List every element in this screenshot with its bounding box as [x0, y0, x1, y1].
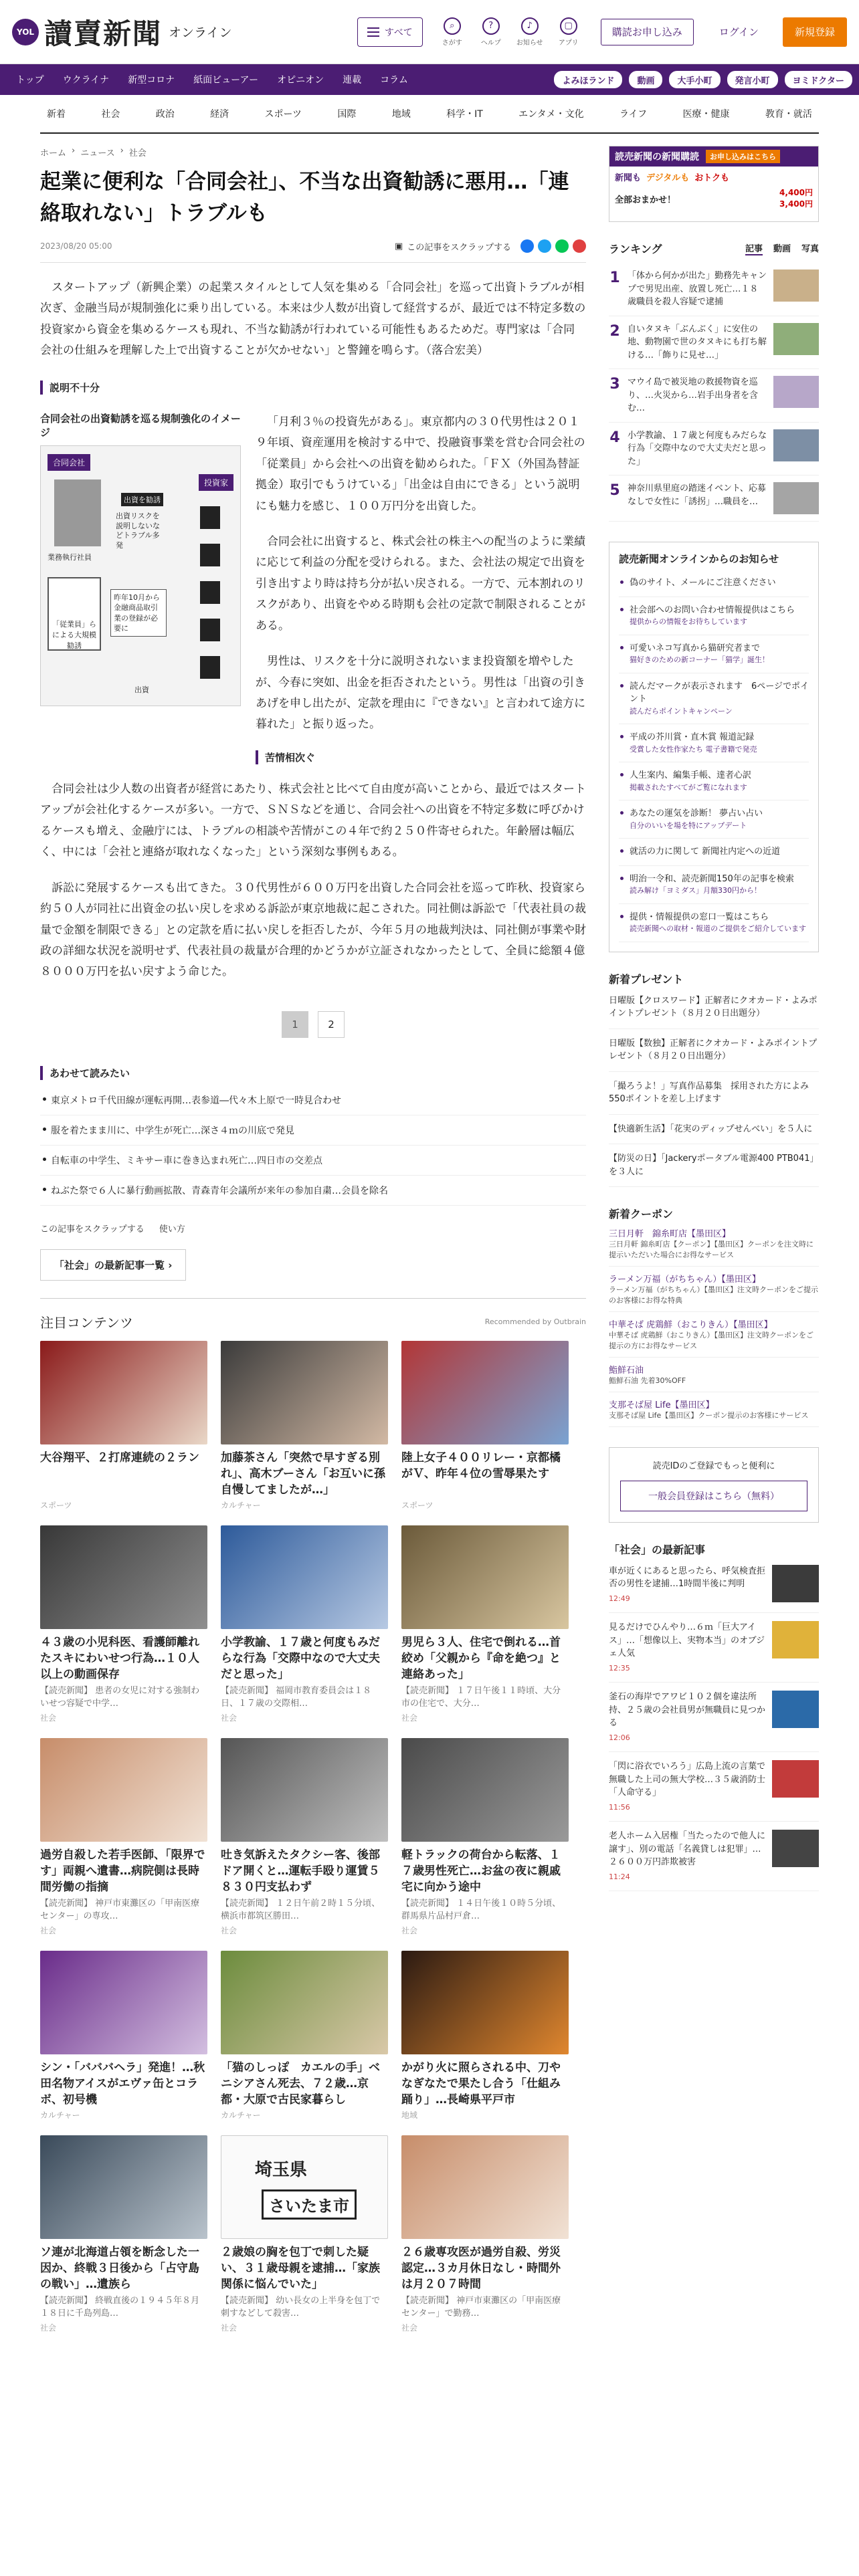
ranking-number: 4 — [609, 429, 620, 446]
page-1-button[interactable]: 1 — [282, 1011, 308, 1038]
figure-regulation-text: 昨年10月から金融商品取引業の登録が必要に — [110, 589, 167, 637]
card-image[interactable] — [221, 1525, 388, 1629]
notice-item[interactable] — [619, 597, 809, 635]
notice-title: 明治一令和、読売新聞150年の記事を検索 — [630, 873, 794, 884]
card-category: 地域 — [401, 2110, 418, 2120]
notice-item[interactable] — [619, 762, 809, 800]
social-thumb — [772, 1830, 819, 1867]
card-title[interactable]: 陸上女子４００リレー・京都橘がＶ、昨年４位の雪辱果たす — [401, 1451, 561, 1481]
notice-item[interactable] — [619, 635, 809, 673]
card-image[interactable] — [40, 1738, 207, 1842]
coupon-desc: 鮨鮮石油 先着30%OFF — [609, 1376, 686, 1385]
category-item[interactable]: ライフ — [619, 109, 648, 120]
social-time: 12:35 — [609, 1663, 630, 1673]
notification-label: お知らせ — [516, 39, 543, 47]
social-thumb — [772, 1691, 819, 1728]
coupon-desc: ラーメン万福（がちちゃん）【墨田区】注文時クーポンをご提示のお客様にお得な特典 — [609, 1285, 818, 1305]
article-paragraph: 男性は、リスクを十分に説明されないまま投資額を増やしたが、今春に突如、出金を拒否されたという。男性は「出資の引きあげを申し出たが、定款を理由に『できない』と言われて途方に暮れた」と振り返った。 — [256, 655, 585, 732]
featured-card[interactable] — [401, 1951, 569, 2121]
article-figure — [40, 412, 241, 764]
social-time: 12:06 — [609, 1733, 630, 1742]
category-item[interactable]: 経済 — [210, 109, 229, 120]
latest-society-button[interactable]: 「社会」の最新記事一覧 › — [40, 1249, 186, 1281]
card-category: 社会 — [401, 2323, 418, 2333]
card-category: カルチャー — [221, 1500, 261, 1510]
notice-title: 就活の力に関して 新聞社内定への近道 — [630, 847, 781, 857]
related-link[interactable]: 服を着たまま川に、中学生が死亡…深さ４ｍの川底で発見 — [40, 1115, 586, 1146]
featured-card[interactable] — [40, 2135, 207, 2333]
social-title: 釜石の海岸でアワビ１０２個を違法所持、２５歳の会社員男が無職員に見つかる — [609, 1692, 766, 1728]
social-text — [609, 1565, 765, 1605]
sidebar — [609, 146, 819, 2333]
card-snippet: 【読売新聞】 終戦直後の１９４５年８月１８日に千島列島… — [40, 2295, 200, 2319]
ranking-heading: ランキング — [609, 243, 662, 255]
category-item[interactable]: 科学・IT — [446, 109, 483, 120]
mail-icon[interactable] — [573, 239, 586, 253]
article-date: 2023/08/20 05:00 — [40, 241, 112, 251]
card-title[interactable]: ２歳娘の胸を包丁で刺した疑い、３１歳母親を逮捕…「家族関係に悩んでいた」 — [221, 2245, 380, 2292]
article-meta — [40, 239, 586, 263]
notice-title: 平成の芥川賞・直木賞 報道記録 — [630, 732, 755, 742]
notice-title: 可愛いネコ写真から猫研究者まで — [630, 643, 761, 653]
breadcrumb-sep: › — [120, 146, 124, 156]
sub-ad-all: 全部おまかせ！ — [615, 195, 676, 205]
related-heading: あわせて読みたい — [40, 1066, 586, 1080]
notice-item[interactable] — [619, 866, 809, 904]
breadcrumb — [40, 146, 586, 158]
ranking-title: 「体から何かが出た」勤務先キャンプで男児出産、放置し死亡…１８歳職員を殺人容疑で逮捕 — [628, 271, 767, 307]
coupon-desc: 三日月軒 錦糸町店【クーポン】【墨田区】クーポンを注文時に提示いただいた場合にお得なサービス — [609, 1240, 814, 1259]
notice-title: 読んだマークが表示されます 6ページでポイント — [630, 681, 809, 704]
breadcrumb-news[interactable]: ニュース — [80, 148, 115, 158]
featured-card[interactable] — [40, 1738, 207, 1936]
card-category: 社会 — [221, 1925, 237, 1935]
subscription-ad[interactable] — [609, 146, 819, 222]
map-city-label: さいたま市 — [262, 2189, 357, 2220]
scrap-icon: ▣ — [394, 241, 403, 251]
card-title[interactable]: ２６歳専攻医が過労自殺、労災認定…３カ月休日なし・時間外は月２０７時間 — [401, 2245, 561, 2292]
notice-title: 社会部へのお問い合わせ情報提供はこちら — [630, 605, 795, 615]
card-image[interactable] — [401, 1738, 569, 1842]
search-button[interactable] — [436, 17, 468, 47]
figure-invest-label: 出資 — [134, 685, 149, 694]
category-item[interactable]: エンタメ・文化 — [518, 109, 584, 120]
card-image[interactable] — [401, 2135, 569, 2239]
all-menu-button[interactable] — [357, 17, 423, 47]
ranking-number: 3 — [609, 376, 620, 393]
social-title: 見るだけでひんやり…６ｍ「巨大アイス」…「想像以上、実物本当」のオブジェ人気 — [609, 1622, 765, 1658]
category-item[interactable]: 社会 — [101, 109, 120, 120]
social-text — [609, 1621, 765, 1674]
ranking-thumb — [773, 429, 819, 461]
site-logo-sub: オンライン — [169, 25, 232, 40]
notification-button[interactable] — [514, 17, 546, 47]
figure-investor-label: 投資家 — [199, 474, 233, 491]
coupon-item[interactable] — [609, 1267, 819, 1312]
divider — [40, 1298, 586, 1299]
notice-sub: 猫好きのための新コーナー「猫学」誕生！ — [630, 655, 769, 664]
card-category: カルチャー — [40, 2110, 80, 2120]
card-category: 社会 — [221, 2323, 237, 2333]
help-label: ヘルプ — [480, 39, 501, 47]
notice-title: 人生案内、編集手帳、達者心訳 — [630, 770, 752, 780]
article-title: 起業に便利な「合同会社」、不当な出資勧誘に悪用…「連絡取れない」トラブルも — [40, 170, 569, 225]
ranking-tab-photos[interactable]: 写真 — [801, 244, 819, 254]
ranking-thumb — [773, 323, 819, 355]
notice-title: あなたの運気を診断！ 夢占い占い — [630, 809, 763, 819]
ranking-item[interactable] — [609, 369, 819, 423]
card-title[interactable]: 「猫のしっぽ カエルの手」ベニシアさん死去、７２歳…京都・大原で古民家暮らし — [221, 2060, 380, 2107]
help-icon: ? — [482, 17, 500, 35]
category-item[interactable]: 国際 — [337, 109, 357, 120]
nav-pill[interactable]: よみほランド — [554, 71, 622, 88]
notice-title: 提供・情報提供の窓口一覧はこちら — [630, 911, 769, 922]
breadcrumb-society[interactable]: 社会 — [128, 148, 147, 158]
notice-item[interactable] — [619, 724, 809, 762]
featured-card[interactable] — [401, 2135, 569, 2333]
featured-card[interactable] — [221, 1738, 388, 1936]
bell-icon: ♪ — [521, 17, 539, 35]
page-2-button[interactable]: 2 — [318, 1011, 345, 1038]
figure-company-label: 合同会社 — [47, 454, 90, 471]
figure-exec-label: 業務執行社員 — [47, 552, 92, 562]
card-category: 社会 — [401, 1713, 418, 1723]
card-category: カルチャー — [221, 2110, 261, 2120]
social-item[interactable] — [609, 1752, 819, 1822]
social-time: 11:56 — [609, 1802, 630, 1812]
article-paragraph: 合同会社は少人数の出資者が経営にあたり、株式会社と比べて自由度が高いことから、最近ではスタートアップが会社化するケースが多い。一方で、ＳＮＳなどを通じ、合同会社への出資を不特定多数に呼びかけるケースも増え、金融庁には、トラブルの相談や苦情がこの４年で約２５０件寄せられた。年齢層は幅広く、中には「会社と連絡が取れなくなった」という深刻な事例もある。 — [40, 782, 586, 859]
category-item[interactable]: 教育・就活 — [765, 109, 812, 120]
investors-icon — [200, 506, 220, 680]
latest-society-label: 「社会」の最新記事一覧 — [54, 1259, 165, 1271]
sub-ad-text: 新聞も — [615, 173, 642, 183]
card-snippet: 【読売新聞】 神戸市東灘区の「甲南医療センター」で勤務… — [401, 2295, 561, 2319]
notice-title: 偽のサイト、メールにご注意ください — [630, 578, 776, 588]
card-image[interactable] — [221, 2135, 388, 2239]
ranking-tab-videos[interactable]: 動画 — [773, 244, 791, 254]
subscription-ad-badge: お申し込みはこちら — [706, 150, 780, 163]
card-image[interactable] — [401, 1951, 569, 2054]
social-text — [609, 1830, 765, 1883]
coupon-item[interactable] — [609, 1312, 819, 1358]
card-category: 社会 — [40, 1925, 57, 1935]
article-paragraph: 訴訟に発展するケースも出てきた。３０代男性が６００万円を出資した合同会社を巡って昨秋、投資家ら約５０人が同社に出資金の払い戻しを求める訴訟が東京地裁に起こされた。同社側は訴訟で「代表社員の裁量で金額を制限できる」との定款を盾に払い戻しを拒否したが、今年５月の地裁判決は、同社側が事業や財政の詳細な状況を説明せず、代表社員の裁量が合理的かどうかが立証されなかったとして、全員に総額４億８０００万円を払い戻すよう命じた。 — [40, 881, 586, 979]
login-button[interactable]: ログイン — [719, 26, 759, 38]
article-paragraph: 「月利３％の投資先がある」。東京都内の３０代男性は２０１９年頃、資産運用を検討する中で、投融資事業を営む合同会社の「従業員」から会社への出資を勧められた。「ＦＸ（外国為替証拠金）取引でもうけている」「出金は自由にできる」という説明にも魅力を感じ、１００万円分を出資した。 — [256, 415, 585, 513]
featured-card[interactable] — [401, 1525, 569, 1723]
present-item[interactable]: 【防災の日】「Jackeryポータブル電源400 PTB041」を３人に — [609, 1144, 819, 1187]
figure-title: 合同会社の出資勧誘を巡る規制強化のイメージ — [40, 412, 241, 439]
featured-card[interactable] — [40, 1951, 207, 2121]
featured-card[interactable] — [401, 1341, 569, 1511]
card-snippet: 【読売新聞】 １２日午前２時１５分頃、横浜市都筑区勝田… — [221, 1898, 381, 1921]
ranking-thumb — [773, 376, 819, 408]
social-time: 12:49 — [609, 1594, 630, 1603]
card-image[interactable] — [401, 1525, 569, 1629]
sub-ad-price: 4,400円 — [779, 188, 813, 197]
card-snippet: 【読売新聞】 患者の女児に対する強制わいせつ容疑で中学… — [40, 1685, 200, 1709]
card-title[interactable]: 軽トラックの荷台から転落、１７歳男性死亡…お盆の夜に親戚宅に向かう途中 — [401, 1848, 561, 1895]
coupon-item[interactable] — [609, 1358, 819, 1392]
subscription-ad-title: 読売新聞の新聞購読 — [615, 152, 699, 163]
ranking-number: 2 — [609, 322, 620, 340]
site-logo[interactable]: 讀賣新聞 — [44, 17, 163, 50]
card-snippet: 【読売新聞】 １４日午後１０時５分頃、群馬県片品村戸倉… — [401, 1898, 561, 1921]
card-title[interactable]: 加藤茶さん「突然で早すぎる別れ」、高木ブーさん「お互いに孫自慢してましたが…」 — [221, 1451, 385, 1497]
coupon-desc: 支那そば屋 Life【墨田区】クーポン提示のお客様にサービス — [609, 1410, 809, 1420]
related-link[interactable]: ねぶた祭で６人に暴行動画拡散、青森青年会議所が来年の参加自粛…会員を除名 — [40, 1176, 586, 1206]
card-category: 社会 — [40, 2323, 57, 2333]
card-title[interactable]: シン・「バババヘラ」発進！…秋田名物アイスがエヴァ缶とコラボ、初号機 — [40, 2060, 205, 2107]
present-item[interactable]: 日曜版【数独】正解者にクオカード・よみポイントプレゼント（８月２０日出題分） — [609, 1029, 819, 1072]
social-title: 「閃に浴衣でいろう」広島上流の言葉で無職した上司の無大学校…３５歳消防士「人命守る」 — [609, 1761, 766, 1798]
app-label: アプリ — [558, 39, 579, 47]
sub-ad-text: デジタルも — [646, 173, 690, 183]
nav-item[interactable]: ウクライナ — [62, 75, 110, 86]
hamburger-icon — [367, 27, 379, 37]
pagination — [40, 1011, 586, 1038]
category-item[interactable]: 地域 — [391, 109, 411, 120]
related-link[interactable]: 自転車の中学生、ミキサー車に巻き込まれ死亡…四日市の交差点 — [40, 1146, 586, 1176]
coupon-name: 中華そば 虎鶏鮮（おこりきん）【墨田区】 — [609, 1319, 773, 1330]
nav-item[interactable]: トップ — [16, 75, 44, 86]
figure-solicit-label: 出資を勧誘 — [121, 493, 163, 506]
card-image[interactable] — [40, 2135, 207, 2239]
card-title[interactable]: かがり火に照らされる中、刀やなぎなたで果たし合う「仕組み踊り」…長崎県平戸市 — [401, 2060, 561, 2107]
ranking-list — [609, 263, 819, 522]
notice-sub: 自分のいいを場を特にアップデート — [630, 821, 747, 830]
notice-item[interactable] — [619, 673, 809, 725]
twitter-icon[interactable] — [538, 239, 551, 253]
card-image[interactable] — [40, 1951, 207, 2054]
scrap-button[interactable] — [395, 240, 511, 253]
related-articles — [40, 1066, 586, 1206]
card-snippet: 【読売新聞】 １７日午後１１時頃、大分市の住宅で、大分… — [401, 1685, 561, 1709]
outbrain-credit[interactable]: Recommended by Outbrain — [484, 1317, 586, 1326]
card-image[interactable] — [40, 1341, 207, 1444]
category-item[interactable]: スポーツ — [264, 109, 302, 120]
figure-employees-label: 「従業員」らによる大規模勧誘 — [47, 577, 101, 651]
card-title[interactable]: 男児ら３人、住宅で倒れる…首絞め「父親から『命を絶つ』と連絡あった」 — [401, 1635, 561, 1682]
sub-ad-price: 3,400円 — [779, 199, 813, 209]
present-item[interactable]: 「撮ろうよ！」写真作品募集 採用された方によみ550ポイントを差し上げます — [609, 1072, 819, 1115]
featured-card[interactable] — [40, 1341, 207, 1511]
sub-ad-text: おトクも — [694, 173, 729, 183]
ranking-number: 1 — [609, 270, 620, 286]
line-icon[interactable] — [555, 239, 569, 253]
social-title: 老人ホーム入居権「当たったので他人に譲す」、別の電話「名義貸しは犯罪」…２６００万円詐欺被害 — [609, 1831, 766, 1867]
card-title[interactable]: 小学教諭、１７歳と何度もみだらな行為「交際中なので大丈夫だと思った」 — [221, 1635, 380, 1682]
scrap-row — [40, 1222, 586, 1235]
social-thumb — [772, 1760, 819, 1798]
notice-item[interactable] — [619, 570, 809, 597]
related-link[interactable]: 東京メトロ千代田線が運転再開…表参道―代々木上原で一時見合わせ — [40, 1085, 586, 1115]
notices-heading: 読売新聞オンラインからのお知らせ — [619, 553, 779, 565]
subscribe-button[interactable]: 購読お申し込み — [601, 19, 694, 45]
social-item[interactable] — [609, 1683, 819, 1752]
social-latest-list — [609, 1557, 819, 1892]
breadcrumb-home[interactable]: ホーム — [40, 148, 67, 158]
card-snippet: 【読売新聞】 福岡市教育委員会は１８日、１７歳の交際相… — [221, 1685, 372, 1709]
nav-pill[interactable]: ヨミドクター — [785, 71, 852, 88]
coupon-name: ラーメン万福（がちちゃん）【墨田区】 — [609, 1274, 761, 1285]
presents-list — [609, 986, 819, 1188]
nav-pill[interactable]: 大手小町 — [669, 71, 720, 88]
social-text — [609, 1691, 765, 1743]
featured-card[interactable] — [221, 1951, 388, 2121]
notice-sub: 読売新聞への取材・報道のご提供をご紹介しています — [630, 924, 806, 933]
main-column — [40, 146, 586, 2333]
featured-heading: 注目コンテンツ — [40, 1314, 133, 1331]
register-text: 読売IDのご登録でもっと便利に — [652, 1461, 775, 1471]
figure-risk-text: 出資リスクを説明しないなどトラブル多発 — [116, 511, 160, 550]
all-menu-label: すべて — [384, 27, 413, 38]
card-image[interactable] — [221, 1951, 388, 2054]
site-header — [0, 0, 859, 64]
present-item[interactable]: 【快適新生活】「花実のディップせんべい」を５人に — [609, 1115, 819, 1145]
featured-card[interactable] — [401, 1738, 569, 1936]
share-buttons — [520, 239, 586, 253]
card-category: 社会 — [221, 1713, 237, 1723]
coupons-heading: 新着クーポン — [609, 1208, 674, 1220]
main-nav — [0, 64, 859, 95]
article-subhead: 説明不十分 — [40, 381, 586, 395]
card-title[interactable]: 大谷翔平、２打席連続の２ラン — [40, 1451, 199, 1465]
card-snippet: 【読売新聞】 神戸市東灘区の「甲南医療センター」の専攻… — [40, 1898, 200, 1921]
category-item[interactable]: 新着 — [47, 109, 66, 120]
search-label: さがす — [442, 39, 462, 47]
notice-sub: 読んだらポイントキャンペーン — [630, 706, 733, 716]
card-title[interactable]: 吐き気訴えたタクシー客、後部ドア開くと…運転手殴り運賃５８３０円支払わず — [221, 1848, 380, 1895]
help-button[interactable] — [475, 17, 507, 47]
card-title[interactable]: ソ連が北海道占領を断念した一因か、終戦３日後から「占守島の戦い」…遺族ら — [40, 2245, 199, 2292]
social-title: 車が近くにあると思ったら、呼気検査拒否の男性を逮捕…1時間半後に判明 — [609, 1566, 766, 1589]
social-item[interactable] — [609, 1822, 819, 1891]
card-title[interactable]: ４３歳の小児科医、看護師離れたスキにわいせつ行為…１０人以上の動画保存 — [40, 1635, 199, 1682]
logo-mark[interactable]: YOL — [12, 19, 39, 45]
map-pref-label: 埼玉県 — [255, 2159, 308, 2180]
social-thumb — [772, 1565, 819, 1602]
free-register-button[interactable]: 一般会員登録はこちら（無料） — [620, 1481, 807, 1511]
nav-item[interactable]: オピニオン — [277, 75, 324, 86]
notice-sub: 掲載されたすべてがご覧になれます — [630, 782, 747, 792]
card-category: スポーツ — [40, 1500, 72, 1510]
notice-sub: 提供からの情報をお待ちしています — [630, 617, 747, 626]
ranking-title: 小学教諭、１７歳と何度もみだらな行為「交際中なので大丈夫だと思った」 — [628, 430, 767, 467]
card-image[interactable] — [221, 1738, 388, 1842]
featured-card[interactable] — [221, 1525, 388, 1723]
notice-item[interactable] — [619, 904, 809, 942]
scrap-label: この記事をスクラップする — [407, 242, 511, 253]
ranking-thumb — [773, 482, 819, 514]
ranking-item[interactable] — [609, 316, 819, 370]
coupon-desc: 中華そば 虎鶏鮮（おこりきん）【墨田区】注文時クーポンをご提示の方にお得なサービス — [609, 1330, 814, 1350]
card-category: 社会 — [40, 1713, 57, 1723]
card-title[interactable]: 過労自殺した若手医師、「限界です」両親へ遺書…病院側は長時間労働の指摘 — [40, 1848, 205, 1895]
featured-card[interactable] — [221, 2135, 388, 2333]
article-paragraph: 合同会社に出資すると、株式会社の株主への配当のように業績に応じて利益の分配を受けられる。また、会社法の規定で出資を引き出すより時は持ち分が払い戻される。一方で、元本割れのリスクがあり、出資をやめる時期も会社の定款で制限されることがある。 — [256, 534, 585, 633]
search-icon: ⌕ — [444, 17, 461, 35]
social-thumb — [772, 1621, 819, 1658]
register-button[interactable]: 新規登録 — [783, 17, 847, 47]
nav-pill[interactable]: 動画 — [629, 71, 662, 88]
featured-card[interactable] — [221, 1341, 388, 1511]
card-category: 社会 — [401, 1925, 418, 1935]
category-nav — [40, 95, 819, 134]
nav-item[interactable]: コラム — [380, 75, 408, 86]
category-item[interactable]: 医療・健康 — [682, 109, 730, 120]
ranking-number: 5 — [609, 482, 620, 499]
card-image[interactable] — [221, 1341, 388, 1444]
card-image[interactable] — [40, 1525, 207, 1629]
ranking-thumb — [773, 270, 819, 302]
nav-item[interactable]: 紙面ビューアー — [193, 75, 259, 86]
nav-pill[interactable]: 発言小町 — [727, 71, 778, 88]
coupon-item[interactable] — [609, 1221, 819, 1267]
nav-item[interactable]: 新型コロナ — [128, 75, 175, 86]
ranking-tab-articles[interactable]: 記事 — [745, 241, 763, 255]
article-subhead: 苦情相次ぐ — [256, 750, 586, 764]
notice-item[interactable] — [619, 839, 809, 866]
notice-sub: 読み解け「ヨミダス」月額330円から！ — [630, 886, 761, 895]
app-button[interactable] — [553, 17, 585, 47]
coupon-name: 支那そば屋 Life【墨田区】 — [609, 1400, 714, 1410]
card-category: スポーツ — [401, 1500, 434, 1510]
app-icon: ▢ — [560, 17, 577, 35]
featured-card[interactable] — [40, 1525, 207, 1723]
social-item[interactable] — [609, 1557, 819, 1614]
building-icon — [54, 479, 101, 546]
ranking-item[interactable] — [609, 263, 819, 316]
coupons-list — [609, 1221, 819, 1427]
ranking-title: マウイ島で被災地の救援物資を巡り、…火災から…岩手出身者を含む… — [628, 377, 759, 413]
category-item[interactable]: 政治 — [155, 109, 175, 120]
card-snippet: 【読売新聞】 幼い長女の上半身を包丁で刺すなどして殺害… — [221, 2295, 381, 2319]
presents-heading: 新着プレゼント — [609, 972, 684, 986]
social-time: 11:24 — [609, 1872, 630, 1881]
social-latest-heading: 「社会」の最新記事 — [609, 1543, 706, 1556]
social-item[interactable] — [609, 1613, 819, 1683]
ranking-title: 自いタヌキ「ぶんぶく」に安住の地、動物園で世のタヌキにも打ち解ける…「飾りに見せ…」 — [628, 324, 767, 360]
notice-item[interactable] — [619, 800, 809, 839]
facebook-icon[interactable] — [520, 239, 534, 253]
figure-diagram[interactable] — [40, 445, 241, 706]
notice-sub: 受賞した女性作家たち 電子書籍で発売 — [630, 744, 757, 754]
notices-box — [609, 542, 819, 952]
breadcrumb-sep: › — [72, 146, 76, 156]
featured-header — [40, 1312, 586, 1331]
card-image[interactable] — [401, 1341, 569, 1444]
coupon-item[interactable] — [609, 1392, 819, 1427]
register-box — [609, 1447, 819, 1523]
present-item[interactable]: 日曜版【クロスワード】正解者にクオカード・よみポイントプレゼント（８月２０日出題分） — [609, 986, 819, 1029]
coupon-name: 鮨鮮石油 — [609, 1365, 644, 1376]
scrap-link[interactable]: この記事をスクラップする — [40, 1224, 145, 1235]
ranking-title: 神奈川県里庭の踏迷イベント、応募なしで女性に「誘拐」…職員を… — [628, 484, 766, 507]
howto-link[interactable]: 使い方 — [159, 1224, 185, 1235]
nav-item[interactable]: 連載 — [343, 75, 362, 86]
ranking-item[interactable] — [609, 423, 819, 476]
article-lead: スタートアップ（新興企業）の起業スタイルとして人気を集める「合同会社」を巡って出資トラブルが相次ぎ、金融当局が規制強化に乗り出している。本来は少人数が出資して経営するが、最近では不特定多数の投資家から資金を集めるケースも現れ、不当な勧誘が行われている可能性もあるためだ。専門家は「合同会社の仕組みを理解した上で出資することが欠かせない」と警鐘を鳴らす。（落合宏美） — [40, 281, 586, 358]
coupon-name: 三日月軒 錦糸町店【墨田区】 — [609, 1229, 731, 1239]
featured-grid — [40, 1341, 586, 2333]
ranking-item[interactable] — [609, 475, 819, 522]
social-text — [609, 1760, 765, 1813]
